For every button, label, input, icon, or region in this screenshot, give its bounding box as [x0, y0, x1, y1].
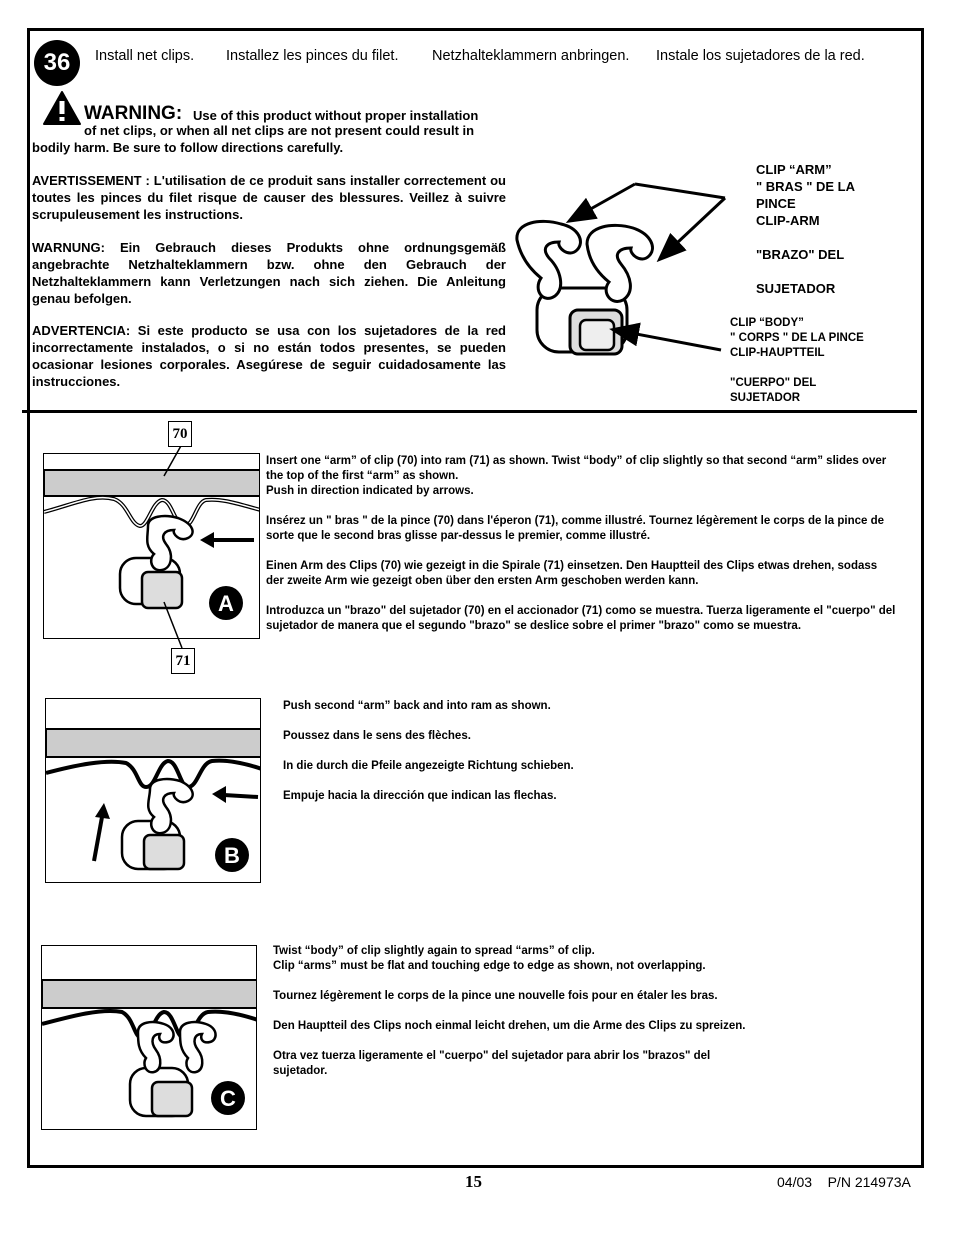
panel-a-letter: A: [218, 591, 234, 616]
warning-es: ADVERTENCIA: Si este producto se usa con los sujetadores de la red incorrectamente instalados, o si no están todos presentes, se pueden ocasionar lesiones corporales. Asegúrese de seguir cuidadosamente las instrucciones.: [32, 323, 506, 389]
section-divider: [22, 410, 917, 413]
callout-71: 71: [171, 648, 195, 674]
panel-b-text-es: Empuje hacia la dirección que indican las flechas.: [283, 790, 557, 802]
panel-b-drawing: [46, 699, 261, 883]
clip-arm-label-line: CLIP-ARM: [756, 213, 820, 228]
panel-a-text-de: Einen Arm des Clips (70) wie gezeigt in die Spirale (71) einsetzen. Den Hauptteil des Clips etwas drehen, sodass der zweite Arm wie gezeigt oben über den ersten Arm geschoben werden kann.: [266, 560, 878, 587]
clip-arm-label-line: CLIP “ARM”: [756, 162, 832, 177]
panel-c-letter: C: [220, 1086, 236, 1111]
panel-c-drawing: [42, 946, 257, 1130]
panel-a-text-en: Insert one “arm” of clip (70) into ram (71) as shown. Twist “body” of clip slightly so that second “arm” slides over the top of the first “arm” as shown. Push in direction indicated by arrows.: [266, 455, 887, 497]
panel-c-instructions: [273, 944, 873, 1094]
clip-diagram: [505, 170, 755, 370]
clip-body-label-line: "CUERPO" DEL: [730, 377, 817, 389]
warning-en-end: bodily harm. Be sure to follow directions carefully.: [32, 140, 344, 155]
clip-body-label-line: " CORPS " DE LA PINCE: [730, 332, 864, 344]
panel-b-text-de: In die durch die Pfeile angezeigte Richtung schieben.: [283, 760, 574, 772]
warning-triangle-icon: [42, 90, 82, 126]
panel-c-text-de: Den Hauptteil des Clips noch einmal leicht drehen, um die Arme des Clips zu spreizen.: [273, 1020, 746, 1032]
step-title-es: Instale los sujetadores de la red.: [656, 48, 865, 64]
clip-arm-label-line: SUJETADOR: [756, 281, 836, 296]
panel-c-illustration: [41, 945, 257, 1130]
panel-a-leaders: [120, 440, 200, 650]
clip-body-label-line: SUJETADOR: [730, 392, 801, 404]
clip-arm-label-line: [756, 263, 855, 280]
part-number: 04/03 P/N 214973A: [777, 1174, 911, 1190]
panel-b-illustration: [45, 698, 261, 883]
warning-heading: WARNING:: [84, 103, 183, 124]
panel-b-instructions: [283, 699, 883, 819]
step-title-en: Install net clips.: [95, 48, 195, 64]
panel-c-text-fr: Tournez légèrement le corps de la pince une nouvelle fois pour en étaler les bras.: [273, 990, 718, 1002]
warning-de: WARNUNG: Ein Gebrauch dieses Produkts ohne ordnungsgemäß angebrachte Netzhalteklammern bzw. ohne den Gebrauch der Netzhalteklammern kann Verletzungen nach sich ziehen. Die Anleitung genau befolgen.: [32, 240, 506, 306]
warning-fr: AVERTISSEMENT : L'utilisation de ce produit sans installer correctement ou toutes les pinces du filet risque de causer des blessures. Veillez à suivre scrupuleusement les instructions.: [32, 173, 506, 222]
clip-arm-label: [756, 161, 855, 297]
panel-c-text-es: Otra vez tuerza ligeramente el "cuerpo" del sujetador para abrir los "brazos" del sujetador.: [273, 1050, 711, 1077]
warning-en-lead: Use of this product without proper installation: [193, 108, 479, 123]
callout-70: 70: [168, 421, 192, 447]
clip-arm-label-line: [756, 229, 855, 246]
panel-a-text-es: Introduzca un "brazo" del sujetador (70) en el accionador (71) como se muestra. Tuerza ligeramente el "cuerpo" del sujetador de manera que el segundo "brazo" se deslice sobre el primer "brazo" como se muestra.: [266, 605, 896, 632]
step-title-fr: Installez les pinces du filet.: [226, 48, 399, 64]
clip-arm-label-line: " BRAS " DE LA: [756, 179, 855, 194]
clip-body-label-line: CLIP-HAUPTTEIL: [730, 347, 825, 359]
panel-c-text-en: Twist “body” of clip slightly again to spread “arms” of clip. Clip “arms” must be flat and touching edge to edge as shown, not overlapping.: [273, 945, 706, 972]
warning-en-rest: of net clips, or when all net clips are not present could result in: [84, 123, 475, 138]
clip-body-label: [730, 316, 864, 406]
clip-body-label-line: CLIP “BODY”: [730, 317, 804, 329]
clip-arm-label-line: "BRAZO" DEL: [756, 247, 845, 262]
panel-b-text-fr: Poussez dans le sens des flèches.: [283, 730, 471, 742]
panel-a-text-fr: Insérez un " bras " de la pince (70) dans l'éperon (71), comme illustré. Tournez légèrement le corps de la pince de sorte que le second bras glisse par-dessus le premier, comme illustré.: [266, 515, 884, 542]
panel-b-letter: B: [224, 843, 240, 868]
panel-b-text-en: Push second “arm” back and into ram as shown.: [283, 700, 551, 712]
step-number: 36: [34, 40, 80, 86]
clip-arm-label-line: PINCE: [756, 196, 796, 211]
page-number: 15: [465, 1172, 482, 1191]
clip-body-label-line: [730, 361, 864, 376]
panel-a-instructions: [266, 454, 896, 649]
step-title-de: Netzhalteklammern anbringen.: [432, 48, 630, 64]
